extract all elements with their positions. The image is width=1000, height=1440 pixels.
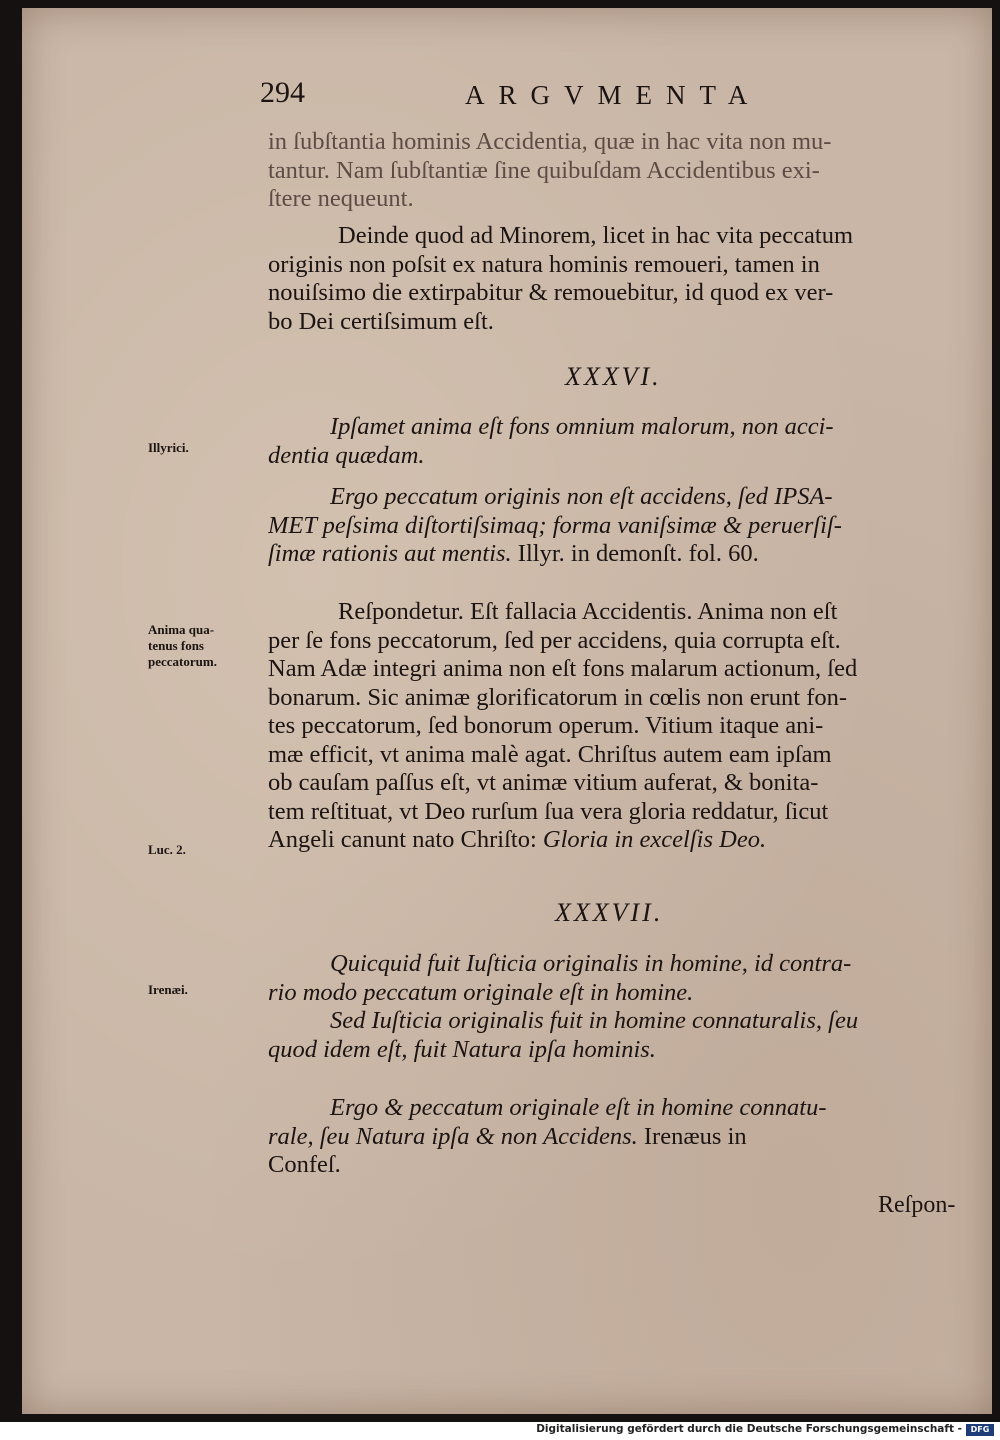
text-line: Sed Iuſticia originalis fuit in homine connaturalis, ſeu xyxy=(330,1007,859,1034)
funding-credit: Digitalisierung gefördert durch die Deutsche Forschungsgemeinschaft - xyxy=(536,1423,962,1435)
text-line: bonarum. Sic animæ glorificatorum in cœlis non erunt fon- xyxy=(268,683,848,711)
catchword: Reſpon- xyxy=(878,1192,956,1218)
text-line: Ergo peccatum originis non eſt accidens, ſed IPSA- xyxy=(330,483,833,510)
paragraph-continuation xyxy=(268,128,983,214)
marginal-line: peccatorum. xyxy=(148,654,217,669)
section36-conclusion xyxy=(268,483,983,569)
text-line: Ipſamet anima eſt fons omnium malorum, non acci- xyxy=(330,413,834,440)
quotation: Gloria in excelſis Deo. xyxy=(542,826,767,853)
dfg-logo: DFG xyxy=(966,1424,994,1436)
text-line: mæ efficit, vt anima malè agat. Chriſtus autem eam ipſam xyxy=(268,740,832,768)
text-line: quod idem eſt, fuit Natura ipſa hominis. xyxy=(268,1035,656,1063)
text-line: Confeſ. xyxy=(268,1151,341,1178)
text-line: Quicquid fuit Iuſticia originalis in homine, id contra- xyxy=(330,950,852,977)
section36-major xyxy=(268,413,983,470)
text-line: Deinde quod ad Minorem, licet in hac vita peccatum xyxy=(338,222,854,249)
paragraph-deinde xyxy=(268,222,983,336)
text-line: tantur. Nam ſubſtantiæ ſine quibuſdam Accidentibus exi- xyxy=(268,156,820,184)
text-line: tem reſtituat, vt Deo rurſum ſua vera gloria reddatur, ſicut xyxy=(268,797,829,825)
text-line: nouiſsimo die extirpabitur & remouebitur, id quod ex ver- xyxy=(268,279,834,306)
marginal-note-anima xyxy=(148,622,217,670)
section36-response xyxy=(268,598,983,855)
text-line: ſtere nequeunt. xyxy=(268,185,414,212)
text-line: originis non poſsit ex natura hominis remoueri, tamen in xyxy=(268,250,820,278)
citation: Irenæus in xyxy=(643,1122,747,1150)
marginal-line: Anima qua- xyxy=(148,622,215,637)
text-span: Angeli canunt nato Chriſto: xyxy=(268,826,537,853)
text-line xyxy=(268,540,983,569)
text-span: ſimæ rationis aut mentis. xyxy=(268,540,512,567)
text-line: MET peſsima diſtortiſsimaq; forma vaniſsimæ & peruerſiſ- xyxy=(268,511,842,539)
section37-conclusion xyxy=(268,1094,983,1180)
text-line: bo Dei certiſsimum eſt. xyxy=(268,307,494,335)
text-line: Ergo & peccatum originale eſt in homine connatu- xyxy=(330,1094,827,1121)
text-line: tes peccatorum, ſed bonorum operum. Vitium itaque ani- xyxy=(268,712,824,739)
section-number-37: XXXVII. xyxy=(555,898,664,927)
text-line: dentia quædam. xyxy=(268,441,425,469)
section-number-36: XXXVI. xyxy=(565,362,662,391)
text-line: Reſpondetur. Eſt fallacia Accidentis. Anima non eſt xyxy=(338,598,838,625)
page-number: 294 xyxy=(260,76,305,109)
text-line: per ſe fons peccatorum, ſed per accidens, quia corrupta eſt. xyxy=(268,626,841,654)
marginal-note-luc: Luc. 2. xyxy=(148,842,186,857)
text-line: rio modo peccatum originale eſt in homine. xyxy=(268,978,694,1006)
marginal-note-irenaei: Irenæi. xyxy=(148,982,188,997)
text-line xyxy=(268,1123,983,1152)
section37-premises xyxy=(268,950,983,1064)
citation: Illyr. in demonſt. fol. 60. xyxy=(517,540,759,567)
text-line xyxy=(268,826,983,855)
digitization-footer xyxy=(0,1422,1000,1440)
marginal-note-illyrici: Illyrici. xyxy=(148,440,189,455)
text-line: in ſubſtantia hominis Accidentia, quæ in hac vita non mu- xyxy=(268,128,832,155)
text-line: ob cauſam paſſus eſt, vt animæ vitium auferat, & bonita- xyxy=(268,769,819,796)
text-span: rale, ſeu Natura ipſa & non Accidens. xyxy=(268,1122,638,1150)
page-header xyxy=(260,76,800,116)
text-line: Nam Adæ integri anima non eſt fons malarum actionum, ſed xyxy=(268,655,858,682)
running-title: ARGVMENTA xyxy=(465,80,762,110)
marginal-line: tenus fons xyxy=(148,638,204,653)
